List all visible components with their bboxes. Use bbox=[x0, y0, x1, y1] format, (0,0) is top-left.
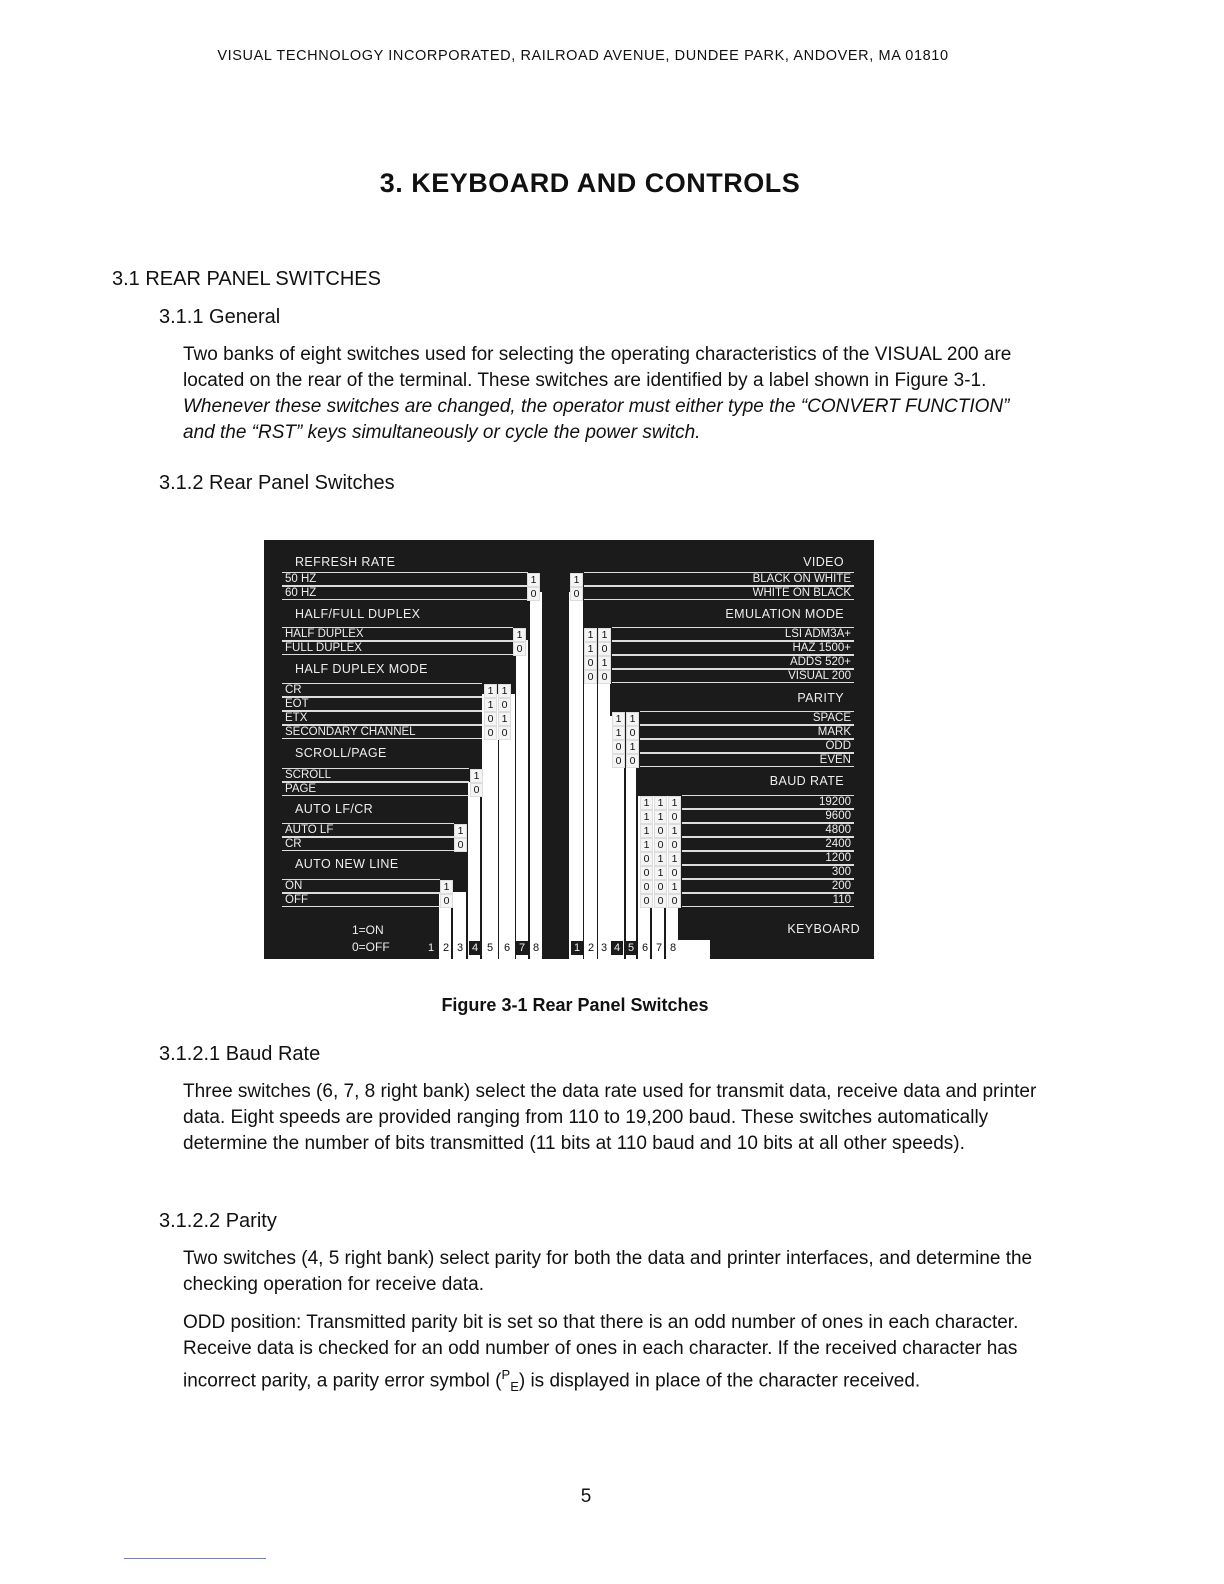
switch-number: 7 bbox=[516, 941, 528, 955]
auto-lf-cr-label: AUTO LF/CR bbox=[295, 802, 374, 816]
scroll-row: SCROLL bbox=[282, 768, 469, 782]
bit: 1 bbox=[654, 810, 667, 824]
bit: 1 bbox=[584, 628, 597, 642]
bit: 1 bbox=[668, 824, 681, 838]
switch-number: 5 bbox=[625, 941, 637, 955]
bit: 1 bbox=[470, 769, 483, 783]
bit: 1 bbox=[626, 740, 639, 754]
bit: 0 bbox=[612, 754, 625, 768]
odd-row: ODD bbox=[640, 739, 854, 753]
duplex-label: HALF/FULL DUPLEX bbox=[295, 607, 421, 621]
keyboard-label: KEYBOARD bbox=[787, 922, 860, 936]
bit: 1 bbox=[498, 712, 511, 726]
bit: 0 bbox=[640, 852, 653, 866]
rear-panel-switch-label-figure bbox=[264, 540, 874, 959]
parity-symbol-e: E bbox=[510, 1379, 519, 1395]
switch-number: 2 bbox=[442, 942, 450, 954]
switch-number: 1 bbox=[427, 942, 435, 954]
switch-number: 4 bbox=[469, 941, 481, 955]
chapter-title: 3. KEYBOARD AND CONTROLS bbox=[379, 168, 801, 198]
bit: 0 bbox=[654, 824, 667, 838]
switch-number: 6 bbox=[503, 942, 511, 954]
bit: 1 bbox=[668, 880, 681, 894]
bit: 0 bbox=[668, 838, 681, 852]
bit: 1 bbox=[454, 824, 467, 838]
cr-row: CR bbox=[282, 683, 482, 697]
legend-on: 1=ON bbox=[352, 923, 384, 937]
eot-row: EOT bbox=[282, 697, 482, 711]
bit: 0 bbox=[454, 838, 467, 852]
50hz-row: 50 HZ bbox=[282, 572, 528, 586]
bit: 0 bbox=[640, 880, 653, 894]
lsi-row: LSI ADM3A+ bbox=[612, 627, 854, 641]
bit: 1 bbox=[640, 796, 653, 810]
page-header: VISUAL TECHNOLOGY INCORPORATED, RAILROAD AVENUE, DUNDEE PARK, ANDOVER, MA 01810 bbox=[217, 48, 949, 64]
switch-number: 1 bbox=[571, 941, 583, 955]
section-3-1-2-heading: 3.1.2 Rear Panel Switches bbox=[159, 472, 395, 494]
footer-rule bbox=[124, 1558, 266, 1559]
half-duplex-row: HALF DUPLEX bbox=[282, 627, 513, 641]
bit: 0 bbox=[584, 656, 597, 670]
baud-rate-label: BAUD RATE bbox=[769, 774, 844, 788]
even-row: EVEN bbox=[640, 753, 854, 767]
visual-200-row: VISUAL 200 bbox=[612, 669, 854, 683]
bit: 1 bbox=[513, 628, 526, 642]
bit: 0 bbox=[668, 866, 681, 880]
bit: 1 bbox=[440, 880, 453, 894]
bit: 1 bbox=[640, 838, 653, 852]
haz-row: HAZ 1500+ bbox=[612, 641, 854, 655]
baud-row: 1200 bbox=[682, 851, 854, 865]
switch-number: 5 bbox=[486, 942, 494, 954]
bit: 1 bbox=[484, 698, 497, 712]
section-3-1-heading: 3.1 REAR PANEL SWITCHES bbox=[112, 268, 381, 290]
space-row: SPACE bbox=[640, 711, 854, 725]
mark-row: MARK bbox=[640, 725, 854, 739]
bit: 1 bbox=[527, 573, 540, 587]
switch-legend bbox=[352, 922, 390, 956]
baud-row: 300 bbox=[682, 865, 854, 879]
bit: 0 bbox=[626, 754, 639, 768]
general-paragraph bbox=[183, 342, 1043, 446]
etx-row: ETX bbox=[282, 711, 482, 725]
section-3-1-1-heading: 3.1.1 General bbox=[159, 306, 281, 328]
bit: 1 bbox=[612, 712, 625, 726]
bit: 0 bbox=[484, 726, 497, 740]
bit: 1 bbox=[498, 684, 511, 698]
off-row: OFF bbox=[282, 893, 440, 907]
on-row: ON bbox=[282, 879, 440, 893]
switch-number: 4 bbox=[611, 941, 623, 955]
section-3-1-2-1-heading: 3.1.2.1 Baud Rate bbox=[159, 1043, 321, 1065]
bit: 1 bbox=[654, 866, 667, 880]
baud-row: 4800 bbox=[682, 823, 854, 837]
bit: 1 bbox=[640, 824, 653, 838]
bit: 1 bbox=[598, 628, 611, 642]
bit: 1 bbox=[640, 810, 653, 824]
baud-row: 200 bbox=[682, 879, 854, 893]
switch-number: 7 bbox=[655, 942, 663, 954]
odd-position-paragraph bbox=[183, 1310, 1043, 1400]
bit: 1 bbox=[570, 573, 583, 587]
bit: 0 bbox=[626, 726, 639, 740]
full-duplex-row: FULL DUPLEX bbox=[282, 641, 513, 655]
switch-number: 3 bbox=[456, 942, 464, 954]
page-number: 5 bbox=[580, 1486, 592, 1507]
legend-off: 0=OFF bbox=[352, 940, 390, 954]
bit: 0 bbox=[470, 783, 483, 797]
bit: 0 bbox=[440, 894, 453, 908]
emulation-mode-label: EMULATION MODE bbox=[725, 607, 844, 621]
general-warning-text: Whenever these switches are changed, the operator must either type the “CONVERT FUNCTION” and the “RST” keys simultaneously or cycle the power switch. bbox=[183, 396, 1010, 443]
bit: 0 bbox=[654, 894, 667, 908]
page-row: PAGE bbox=[282, 782, 469, 796]
figure-caption: Figure 3-1 Rear Panel Switches bbox=[441, 995, 709, 1015]
bit: 0 bbox=[598, 670, 611, 684]
bit: 0 bbox=[584, 670, 597, 684]
half-duplex-mode-label: HALF DUPLEX MODE bbox=[295, 662, 428, 676]
bit: 0 bbox=[612, 740, 625, 754]
bit: 1 bbox=[654, 852, 667, 866]
bit: 1 bbox=[584, 642, 597, 656]
bit: 1 bbox=[668, 796, 681, 810]
bit: 0 bbox=[498, 726, 511, 740]
switch-number: 2 bbox=[587, 942, 595, 954]
bit: 0 bbox=[654, 880, 667, 894]
bit: 0 bbox=[498, 698, 511, 712]
baud-row: 9600 bbox=[682, 809, 854, 823]
bit: 0 bbox=[640, 894, 653, 908]
odd-position-text: ODD position: Transmitted parity bit is set so that there is an odd number of ones in each character. Receive data is checked for an odd number of ones in each character. If the received character has incorrect parity, a parity error symbol ( bbox=[183, 1312, 1019, 1392]
bit: 1 bbox=[626, 712, 639, 726]
odd-position-text-end: ) is displayed in place of the character received. bbox=[518, 1370, 921, 1392]
switch-number: 3 bbox=[600, 942, 608, 954]
parity-symbol-p: P bbox=[501, 1367, 511, 1382]
bit: 1 bbox=[668, 852, 681, 866]
black-on-white-row: BLACK ON WHITE bbox=[584, 572, 854, 586]
refresh-rate-label: REFRESH RATE bbox=[295, 555, 396, 569]
bit: 0 bbox=[668, 810, 681, 824]
adds-row: ADDS 520+ bbox=[612, 655, 854, 669]
baud-row: 110 bbox=[682, 893, 854, 907]
bit: 0 bbox=[484, 712, 497, 726]
bit: 0 bbox=[640, 866, 653, 880]
bit: 1 bbox=[612, 726, 625, 740]
general-text: Two banks of eight switches used for selecting the operating characteristics of the VISUAL 200 are located on the rear of the terminal. These switches are identified by a label shown in Figure 3-1. bbox=[183, 344, 1012, 391]
bit: 0 bbox=[668, 894, 681, 908]
parity-label: PARITY bbox=[797, 691, 844, 705]
bit: 0 bbox=[598, 642, 611, 656]
video-label: VIDEO bbox=[803, 555, 844, 569]
baud-row: 2400 bbox=[682, 837, 854, 851]
switch-number: 6 bbox=[641, 942, 649, 954]
white-on-black-row: WHITE ON BLACK bbox=[584, 586, 854, 600]
scroll-page-label: SCROLL/PAGE bbox=[295, 746, 387, 760]
auto-new-line-label: AUTO NEW LINE bbox=[295, 857, 399, 871]
bit: 1 bbox=[654, 796, 667, 810]
bit: 0 bbox=[513, 642, 526, 656]
section-3-1-2-2-heading: 3.1.2.2 Parity bbox=[159, 1210, 277, 1232]
bit: 0 bbox=[654, 838, 667, 852]
bit: 1 bbox=[484, 684, 497, 698]
cr-row-2: CR bbox=[282, 837, 454, 851]
bit: 0 bbox=[570, 587, 583, 601]
auto-lf-row: AUTO LF bbox=[282, 823, 454, 837]
60hz-row: 60 HZ bbox=[282, 586, 528, 600]
parity-paragraph: Two switches (4, 5 right bank) select parity for both the data and printer interfaces, and determine the checking operation for receive data. bbox=[183, 1248, 1033, 1295]
secondary-channel-row: SECONDARY CHANNEL bbox=[282, 725, 482, 739]
switch-number: 8 bbox=[532, 942, 540, 954]
bit: 0 bbox=[527, 587, 540, 601]
baud-rate-paragraph: Three switches (6, 7, 8 right bank) select the data rate used for transmit data, receive data and printer data. Eight speeds are provided ranging from 110 to 19,200 baud. These switches automatically determine the number of bits transmitted (11 bits at 110 baud and 10 bits at all other speeds). bbox=[183, 1081, 1037, 1154]
bit: 1 bbox=[598, 656, 611, 670]
baud-row: 19200 bbox=[682, 795, 854, 809]
switch-number: 8 bbox=[669, 942, 677, 954]
